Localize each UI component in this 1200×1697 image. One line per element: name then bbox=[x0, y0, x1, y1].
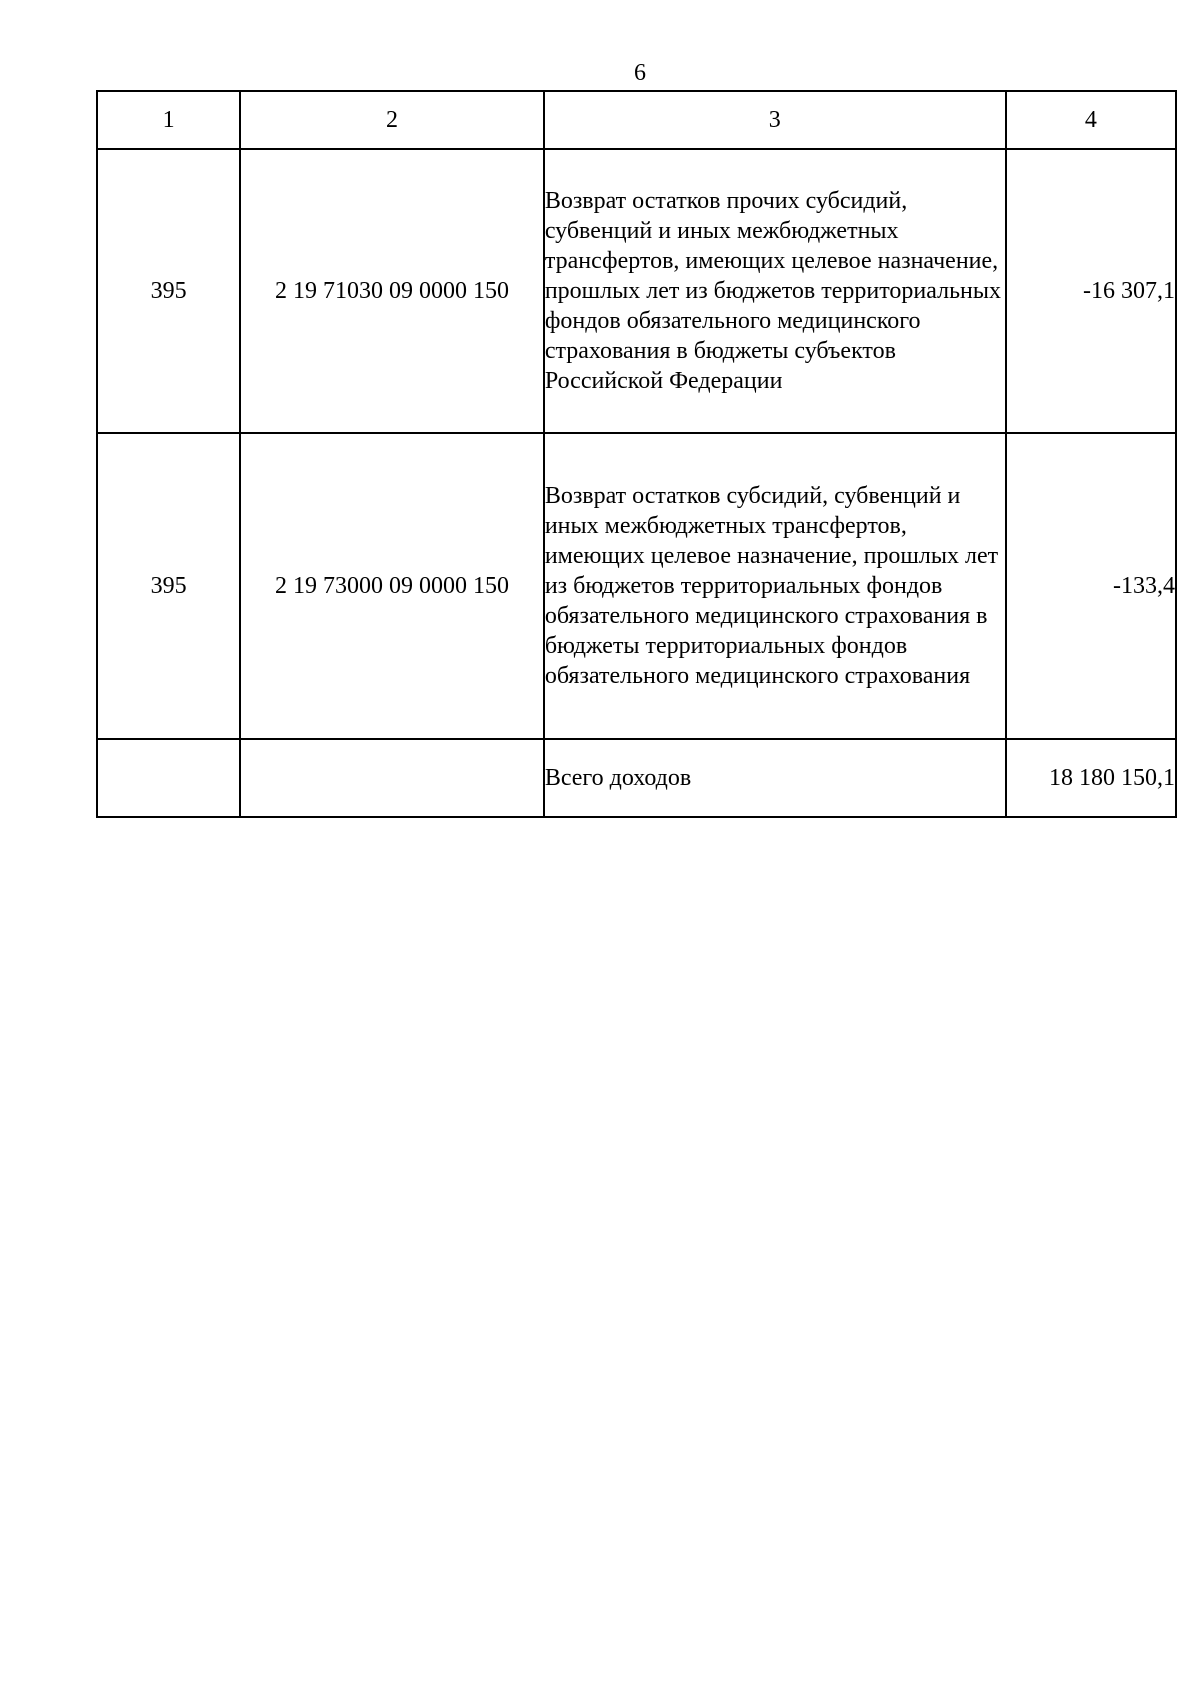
total-admin-cell bbox=[97, 739, 240, 817]
revenue-description-cell: Возврат остатков субсидий, субвенций и иных межбюджетных трансфертов, имеющих целевое назначение, прошлых лет из бюджетов территориальных фондов обязательного медицинского страхования в бюджеты территориальных фондов обязательного медицинского страхования bbox=[544, 433, 1006, 739]
column-header-3: 3 bbox=[544, 91, 1006, 149]
amount-cell: -133,4 bbox=[1006, 433, 1176, 739]
column-header-2: 2 bbox=[240, 91, 544, 149]
total-row bbox=[97, 739, 1176, 817]
budget-classification-code-cell: 2 19 73000 09 0000 150 bbox=[240, 433, 544, 739]
table-row bbox=[97, 149, 1176, 433]
total-amount-cell: 18 180 150,1 bbox=[1006, 739, 1176, 817]
page-number: 6 bbox=[634, 60, 646, 86]
revenue-description-cell: Возврат остатков прочих субсидий, субвенций и иных межбюджетных трансфертов, имеющих целевое назначение, прошлых лет из бюджетов территориальных фондов обязательного медицинского страхования в бюджеты субъектов Российской Федерации bbox=[544, 149, 1006, 433]
column-header-1: 1 bbox=[97, 91, 240, 149]
column-header-4: 4 bbox=[1006, 91, 1176, 149]
budget-classification-code-cell: 2 19 71030 09 0000 150 bbox=[240, 149, 544, 433]
administrator-code-cell: 395 bbox=[97, 433, 240, 739]
revenue-table bbox=[96, 90, 1177, 818]
table-row bbox=[97, 433, 1176, 739]
total-code-cell bbox=[240, 739, 544, 817]
administrator-code-cell: 395 bbox=[97, 149, 240, 433]
amount-cell: -16 307,1 bbox=[1006, 149, 1176, 433]
table-header-row bbox=[97, 91, 1176, 149]
total-label-cell: Всего доходов bbox=[544, 739, 1006, 817]
